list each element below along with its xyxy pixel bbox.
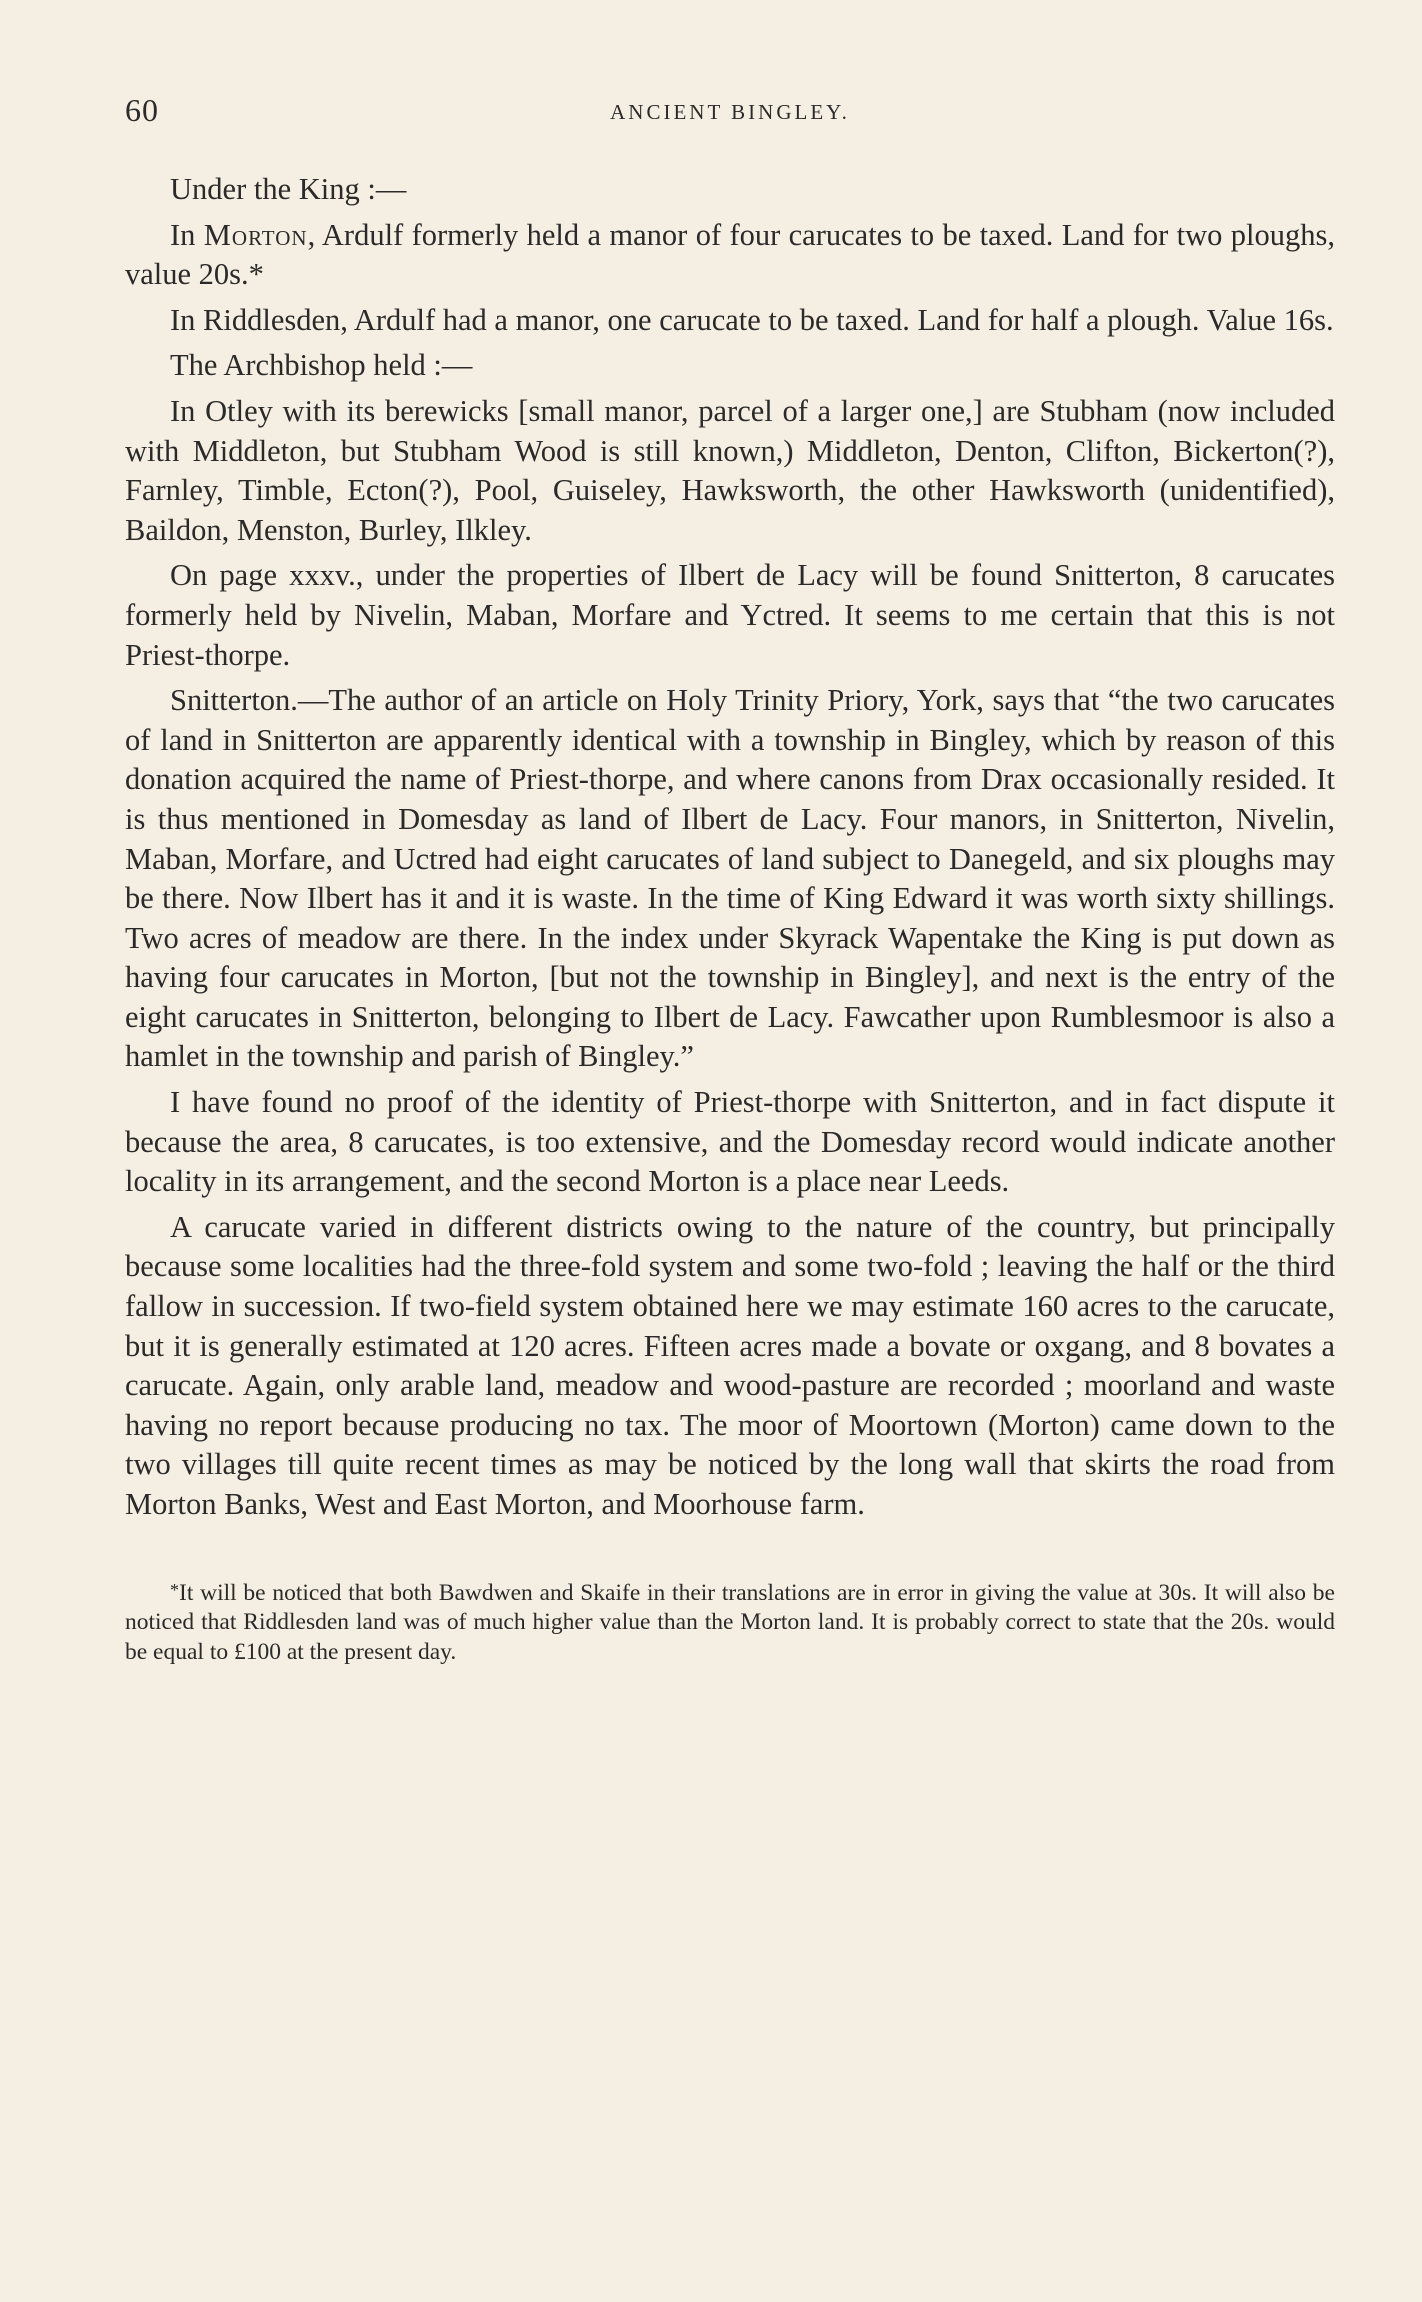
footnote-mark: * [170, 1579, 179, 1600]
paragraph-page-xxxv: On page xxxv., under the properties of Ilbert de Lacy will be found Snitterton, 8 carucates formerly held by Nivelin, Maban, Morfare and Yctred. It seems to me certain that this is not Priest-thorpe. [125, 558, 1335, 672]
footnote-divider [125, 1555, 1335, 1556]
paragraph-archbishop-held: The Archbishop held :— [170, 348, 473, 383]
paragraph-morton-text: , Ardulf formerly held a manor of four carucates to be taxed. Land for two ploughs, value 20s.* [125, 217, 1335, 292]
page-number: 60 [125, 92, 159, 128]
body-text [125, 170, 1335, 1525]
running-head [125, 92, 1335, 132]
footnote-text: It will be noticed that both Bawdwen and Skaife in their translations are in error in giving the value at 30s. It will also be noticed that Riddlesden land was of much higher value than the Morton land. It is probably correct to state that the 20s. would be equal to £100 at the present day. [125, 1579, 1335, 1665]
book-page [125, 92, 1335, 1667]
running-title: ANCIENT BINGLEY. [610, 100, 850, 124]
paragraph-carucate: A carucate varied in different districts owing to the nature of the country, but principally because some localities had the three-fold system and some two-fold ; leaving the half or the third fallow in succession. If two-field system obtained here we may estimate 160 acres to the carucate, but it is generally estimated at 120 acres. Fifteen acres made a bovate or oxgang, and 8 bovates a carucate. Again, only arable land, meadow and wood-pasture are recorded ; moorland and waste having no report because producing no tax. The moor of Moortown (Morton) came down to the two villages till quite recent times as may be noticed by the long wall that skirts the road from Morton Banks, West and East Morton, and Moorhouse farm. [125, 1209, 1335, 1521]
paragraph-otley: In Otley with its berewicks [small manor, parcel of a larger one,] are Stubham (now included with Middleton, but Stubham Wood is still known,) Middleton, Denton, Clifton, Bickerton(?), Farnley, Timble, Ecton(?), Pool, Guiseley, Hawksworth, the other Hawksworth (unidentified), Baildon, Menston, Burley, Ilkley. [125, 393, 1335, 547]
paragraph-morton [125, 216, 1335, 295]
paragraph-riddlesden: In Riddlesden, Ardulf had a manor, one carucate to be taxed. Land for half a plough. Value 16s. [170, 302, 1334, 337]
place-name-morton: Morton [203, 217, 308, 252]
paragraph-priest-thorpe: I have found no proof of the identity of Priest-thorpe with Snitterton, and in fact dispute it because the area, 8 carucates, is too extensive, and the Domesday record would indicate another locality in its arrangement, and the second Morton is a place near Leeds. [125, 1085, 1335, 1199]
paragraph-under-the-king: Under the King :— [170, 172, 407, 206]
paragraph-snitterton: Snitterton.—The author of an article on Holy Trinity Priory, York, says that “the two carucates of land in Snitterton are apparently identical with a township in Bingley, which by reason of this donation acquired the name of Priest-thorpe, and where canons from Drax occasionally resided. It is thus mentioned in Domesday as land of Ilbert de Lacy. Four manors, in Snitterton, Nivelin, Maban, Morfare, and Uctred had eight carucates of land subject to Danegeld, and six ploughs may be there. Now Ilbert has it and it is waste. In the time of King Edward it was worth sixty shillings. Two acres of meadow are there. In the index under Skyrack Wapentake the King is put down as having four carucates in Morton, [but not the township in Bingley], and next is the entry of the eight carucates in Snitterton, belonging to Ilbert de Lacy. Fawcather upon Rumblesmoor is also a hamlet in the township and parish of Bingley.” [125, 683, 1335, 1074]
footnote [125, 1576, 1335, 1668]
paragraph-morton-prefix: In [170, 217, 204, 252]
